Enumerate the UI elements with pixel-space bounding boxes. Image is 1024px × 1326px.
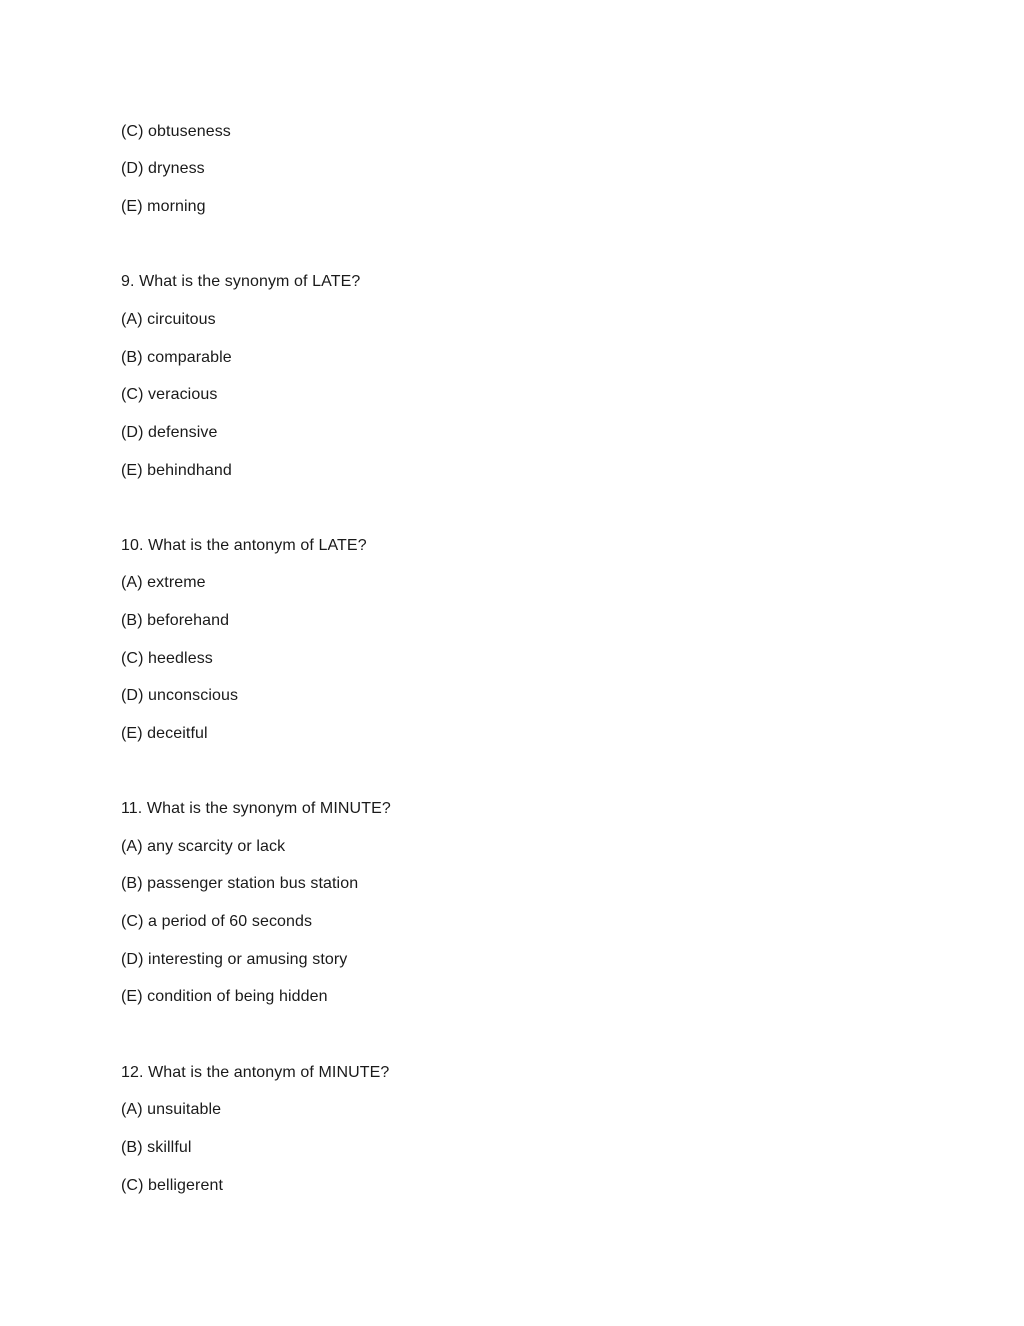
option-line: (A) any scarcity or lack (121, 838, 286, 855)
option-line: (A) unsuitable (121, 1101, 222, 1118)
option-line: (C) belligerent (121, 1177, 223, 1194)
option-line: (B) comparable (121, 349, 232, 366)
option-line: (D) defensive (121, 424, 218, 441)
option-line: (D) interesting or amusing story (121, 951, 348, 968)
option-line: (B) passenger station bus station (121, 875, 359, 892)
option-line: (A) extreme (121, 574, 206, 591)
option-line: (C) heedless (121, 650, 213, 667)
question-heading: 10. What is the antonym of LATE? (121, 537, 367, 554)
option-line: (D) unconscious (121, 687, 239, 704)
question-heading: 11. What is the synonym of MINUTE? (121, 800, 391, 817)
option-line: (E) morning (121, 198, 206, 215)
option-line: (B) beforehand (121, 612, 230, 629)
option-line: (E) deceitful (121, 725, 208, 742)
question-heading: 12. What is the antonym of MINUTE? (121, 1064, 390, 1081)
option-line: (B) skillful (121, 1139, 192, 1156)
option-line: (C) veracious (121, 386, 218, 403)
option-line: (A) circuitous (121, 311, 216, 328)
option-line: (C) a period of 60 seconds (121, 913, 313, 930)
option-line: (E) condition of being hidden (121, 988, 328, 1005)
option-line: (E) behindhand (121, 462, 232, 479)
question-heading: 9. What is the synonym of LATE? (121, 273, 361, 290)
option-line: (C) obtuseness (121, 123, 231, 140)
option-line: (D) dryness (121, 160, 205, 177)
